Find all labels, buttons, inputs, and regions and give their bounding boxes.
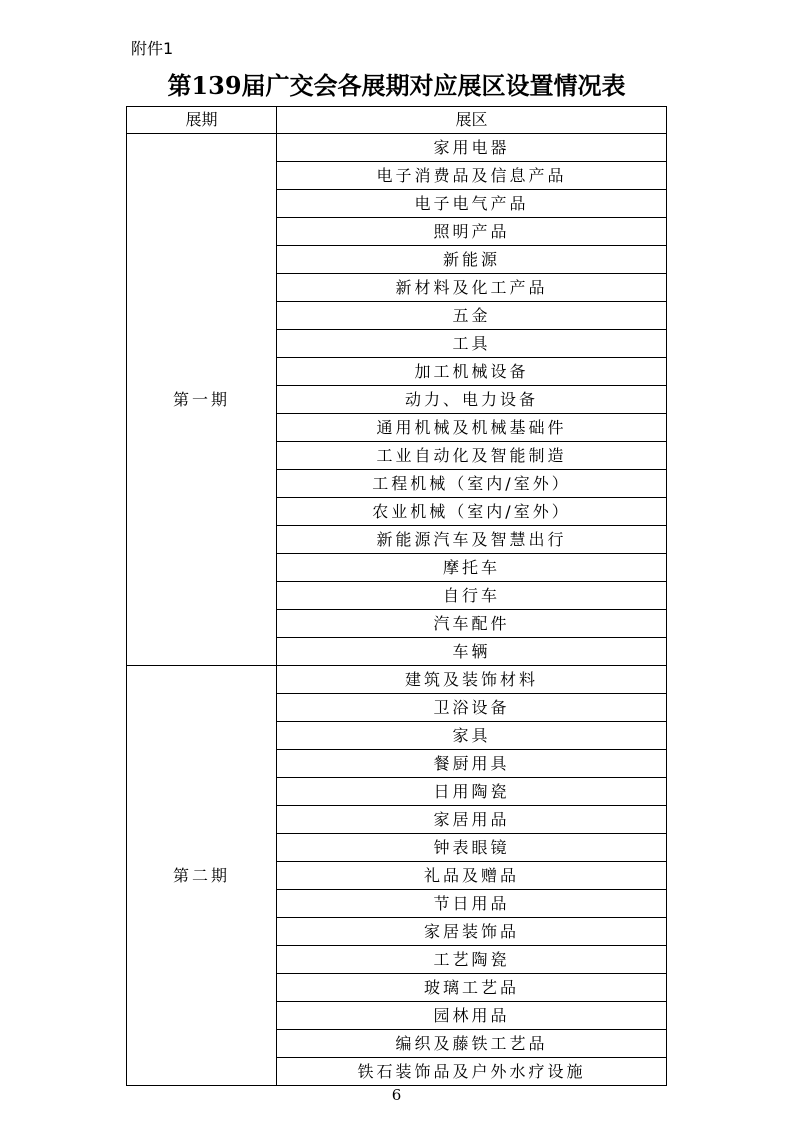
- zone-cell: 摩托车: [277, 554, 667, 582]
- zone-cell: 工业自动化及智能制造: [277, 442, 667, 470]
- zone-cell: 建筑及装饰材料: [277, 666, 667, 694]
- table-header-row: [127, 107, 667, 134]
- zone-cell: 车辆: [277, 638, 667, 666]
- zone-cell: 家居装饰品: [277, 918, 667, 946]
- zone-cell: 钟表眼镜: [277, 834, 667, 862]
- zone-cell: 新能源: [277, 246, 667, 274]
- zone-cell: 电子电气产品: [277, 190, 667, 218]
- zone-cell: 家居用品: [277, 806, 667, 834]
- attachment-label: 附件1: [131, 39, 174, 58]
- zone-cell: 汽车配件: [277, 610, 667, 638]
- zone-cell: 照明产品: [277, 218, 667, 246]
- zone-cell: 加工机械设备: [277, 358, 667, 386]
- document-title: 第139届广交会各展期对应展区设置情况表: [167, 71, 626, 100]
- zone-cell: 新材料及化工产品: [277, 274, 667, 302]
- zone-cell: 通用机械及机械基础件: [277, 414, 667, 442]
- table-row: [127, 666, 667, 694]
- zone-cell: 农业机械（室内/室外）: [277, 498, 667, 526]
- zone-cell: 日用陶瓷: [277, 778, 667, 806]
- zone-cell: 节日用品: [277, 890, 667, 918]
- zone-cell: 自行车: [277, 582, 667, 610]
- table-row: [127, 134, 667, 162]
- zone-cell: 编织及藤铁工艺品: [277, 1030, 667, 1058]
- zone-cell: 家具: [277, 722, 667, 750]
- zone-cell: 新能源汽车及智慧出行: [277, 526, 667, 554]
- zone-cell: 五金: [277, 302, 667, 330]
- exhibition-zone-table: [126, 106, 667, 1086]
- header-zone: 展区: [277, 107, 667, 134]
- page-number: 6: [391, 1086, 402, 1104]
- table-body: [127, 134, 667, 1086]
- zone-cell: 礼品及赠品: [277, 862, 667, 890]
- zone-cell: 工程机械（室内/室外）: [277, 470, 667, 498]
- zone-cell: 玻璃工艺品: [277, 974, 667, 1002]
- zone-cell: 工具: [277, 330, 667, 358]
- phase-cell: 第二期: [127, 666, 277, 1086]
- zone-cell: 动力、电力设备: [277, 386, 667, 414]
- zone-cell: 家用电器: [277, 134, 667, 162]
- zone-cell: 铁石装饰品及户外水疗设施: [277, 1058, 667, 1086]
- zone-cell: 电子消费品及信息产品: [277, 162, 667, 190]
- zone-cell: 卫浴设备: [277, 694, 667, 722]
- zone-cell: 餐厨用具: [277, 750, 667, 778]
- header-phase: 展期: [127, 107, 277, 134]
- zone-cell: 工艺陶瓷: [277, 946, 667, 974]
- phase-cell: 第一期: [127, 134, 277, 666]
- zone-cell: 园林用品: [277, 1002, 667, 1030]
